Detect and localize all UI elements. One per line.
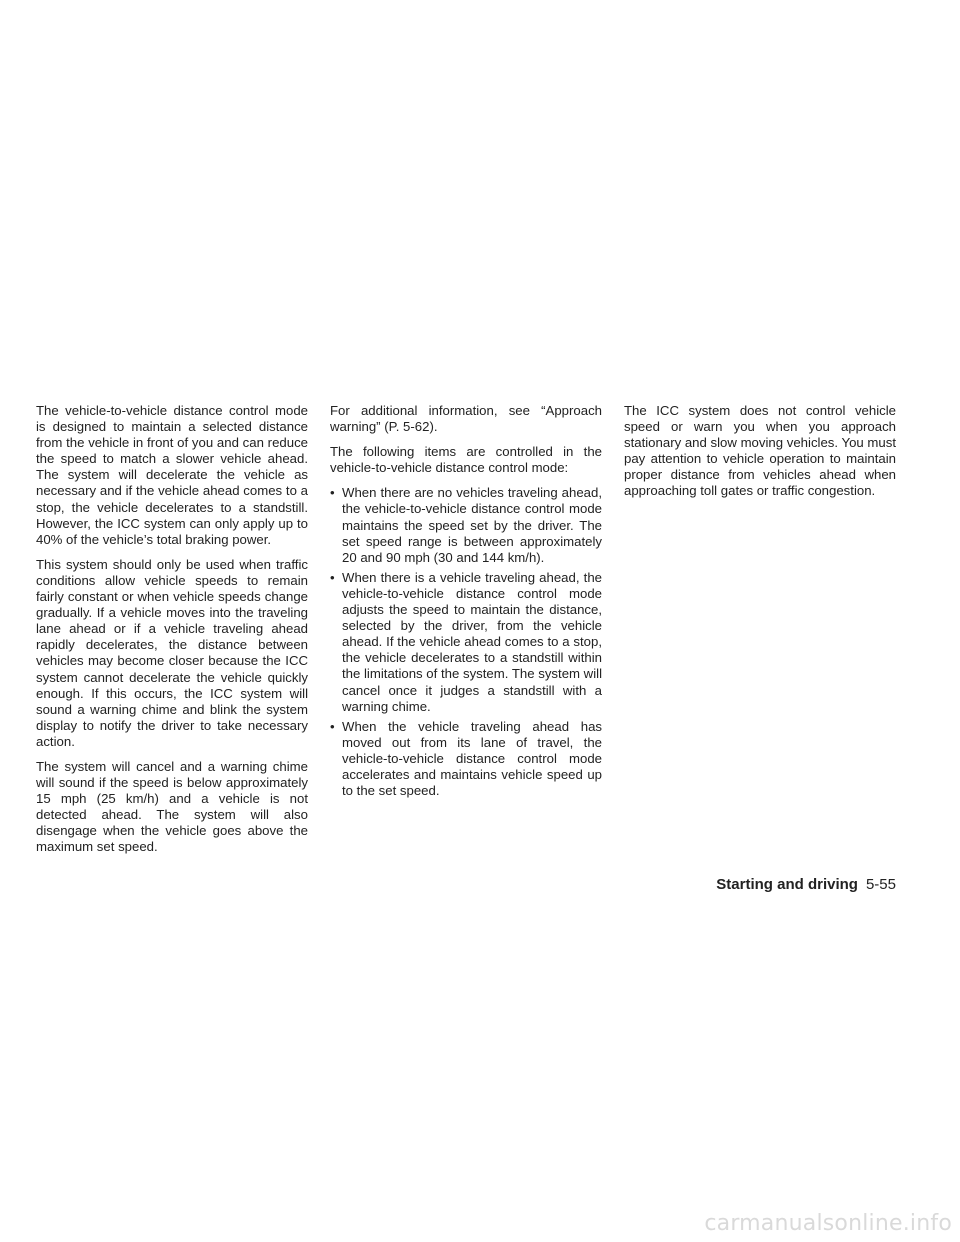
left-column xyxy=(36,403,308,865)
page-footer xyxy=(716,876,896,893)
list-item xyxy=(330,485,602,565)
bullet-icon: • xyxy=(330,485,335,501)
bullet-icon: • xyxy=(330,718,335,734)
paragraph: The vehicle-to-vehicle distance control mode is designed to maintain a selected distance from the vehicle in front of you and can reduce the speed to match a slower vehicle ahead. The system will decelerate the vehicle as necessary and if the vehicle ahead comes to a stop, the vehicle decelerates to a standstill. However, the ICC system can only apply up to 40% of the vehicle’s total braking power. xyxy=(36,403,308,547)
section-title: Starting and driving xyxy=(716,876,858,893)
list-item-text: When there are no vehicles traveling ahead, the vehicle-to-vehicle distance control mode maintains the speed set by the driver. The set speed range is between approximately 20 and 90 mph (30 and 144 km/h). xyxy=(342,485,602,565)
paragraph: This system should only be used when traffic conditions allow vehicle speeds to remain fairly constant or when vehicle speeds change gradually. If a vehicle moves into the traveling lane ahead or if a vehicle traveling ahead rapidly decelerates, the distance between vehicles may become closer because the ICC system cannot decelerate the vehicle quickly enough. If this occurs, the ICC system will sound a warning chime and blink the system display to notify the driver to take necessary action. xyxy=(36,556,308,749)
paragraph: The system will cancel and a warning chime will sound if the speed is below approximately 15 mph (25 km/h) and a vehicle is not detected ahead. The system will also disengage when the vehicle goes above the maximum set speed. xyxy=(36,758,308,855)
paragraph: For additional information, see “Approach warning” (P. 5-62). xyxy=(330,403,602,435)
middle-column xyxy=(330,403,602,808)
paragraph: The following items are controlled in the vehicle-to-vehicle distance control mode: xyxy=(330,444,602,476)
watermark: carmanualsonline.info xyxy=(704,1211,952,1236)
bullet-list xyxy=(330,485,602,799)
right-column xyxy=(624,403,896,509)
bullet-icon: • xyxy=(330,569,335,585)
list-item xyxy=(330,719,602,799)
list-item xyxy=(330,570,602,715)
page-number: 5-55 xyxy=(865,876,896,893)
list-item-text: When the vehicle traveling ahead has moved out from its lane of travel, the vehicle-to-vehicle distance control mode accelerates and maintains vehicle speed up to the set speed. xyxy=(342,718,602,799)
list-item-text: When there is a vehicle traveling ahead, the vehicle-to-vehicle distance control mode adjusts the speed to maintain the distance, selected by the driver, from the vehicle ahead. If the vehicle ahead comes to a stop, the vehicle decelerates to a standstill within the limitations of the system. The system will cancel once it judges a standstill with a warning chime. xyxy=(342,569,602,714)
paragraph: The ICC system does not control vehicle speed or warn you when you approach stationary and slow moving vehicles. You must pay attention to vehicle operation to maintain proper distance from vehicles ahead when approaching toll gates or traffic congestion. xyxy=(624,403,896,499)
